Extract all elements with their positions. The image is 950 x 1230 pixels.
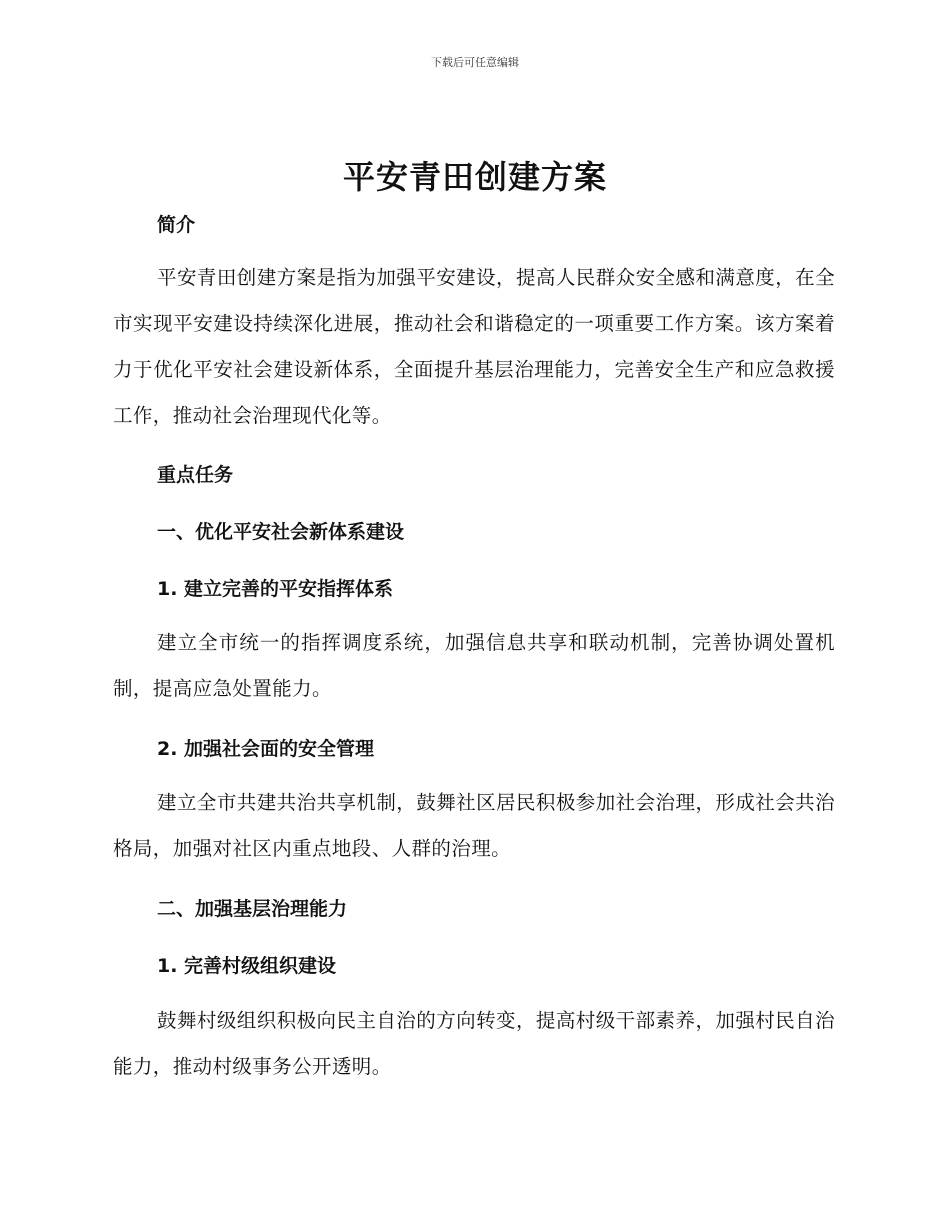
section-two-sub1-heading: 1. 完善村级组织建设 [157, 955, 337, 977]
document-title: 平安青田创建方案 [342, 158, 607, 196]
header-note: 下载后可任意编辑 [431, 56, 519, 69]
section-one-sub1-paragraph: 建立全市统一的指挥调度系统，加强信息共享和联动机制，完善协调处置机制，提高应急处置能力。 [113, 631, 835, 700]
section-one-sub2-heading: 2. 加强社会面的安全管理 [157, 738, 375, 760]
intro-heading: 简介 [157, 214, 196, 236]
section-two-sub1-paragraph: 鼓舞村级组织积极向民主自治的方向转变，提高村级干部素养，加强村民自治能力，推动村级事务公开透明。 [113, 1009, 835, 1078]
section-one-sub2-paragraph: 建立全市共建共治共享机制，鼓舞社区居民积极参加社会治理，形成社会共治格局，加强对社区内重点地段、人群的治理。 [113, 791, 835, 860]
key-tasks-heading: 重点任务 [157, 464, 234, 486]
section-one-sub1-heading: 1. 建立完善的平安指挥体系 [157, 578, 394, 600]
intro-paragraph: 平安青田创建方案是指为加强平安建设，提高人民群众安全感和满意度，在全市实现平安建设持续深化进展，推动社会和谐稳定的一项重要工作方案。该方案着力于优化平安社会建设新体系，全面提升基层治理能力，完善安全生产和应急救援工作，推动社会治理现代化等。 [113, 266, 835, 427]
section-two-heading: 二、加强基层治理能力 [157, 898, 348, 920]
section-one-heading: 一、优化平安社会新体系建设 [157, 521, 405, 543]
